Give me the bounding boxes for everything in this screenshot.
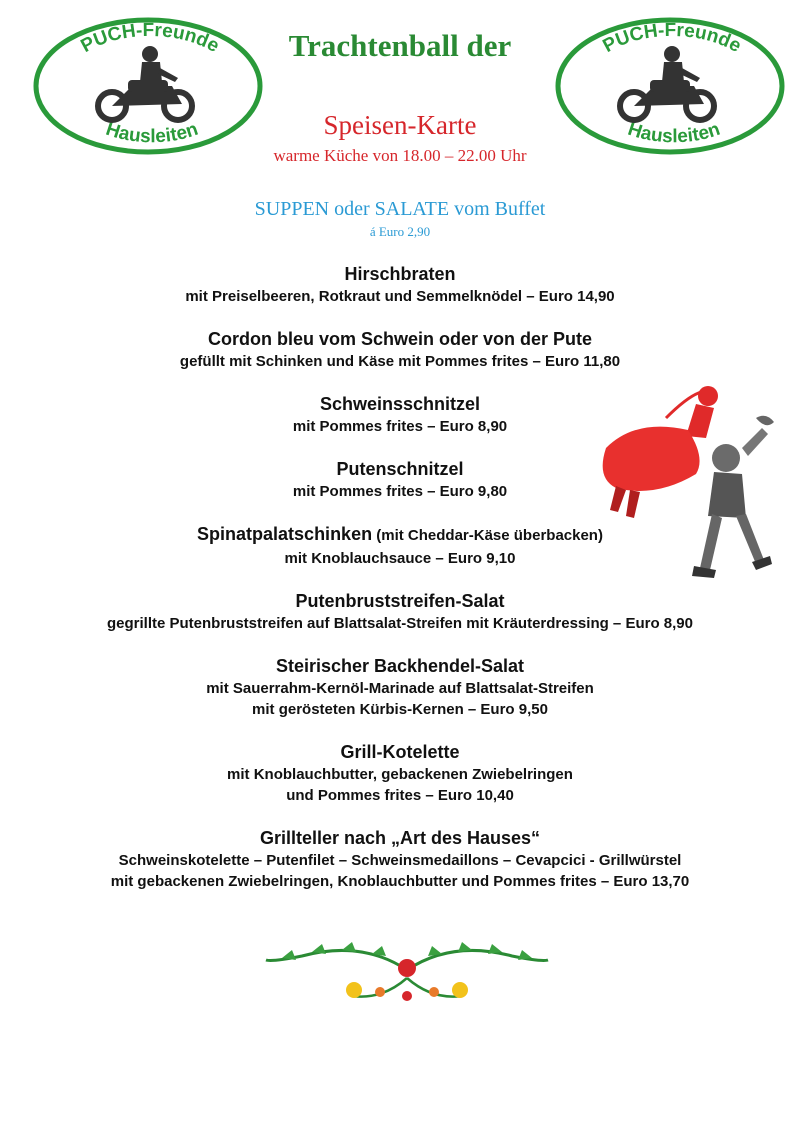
dish-name: Putenschnitzel: [336, 459, 464, 479]
dish-name: Spinatpalatschinken (mit Cheddar-Käse überbacken): [197, 524, 603, 544]
dish-note: (mit Cheddar-Käse überbacken): [372, 527, 603, 544]
dish-description: Schweinskotelette – Putenfilet – Schweinsmedaillons – Cevapcici - Grillwürstel: [118, 852, 682, 869]
logo-bottom-text: Hausleiten: [625, 118, 723, 148]
buffet-price: á Euro 2,90: [369, 224, 431, 239]
kitchen-hours: warme Küche von 18.00 – 22.00 Uhr: [273, 146, 527, 165]
dish-name: Hirschbraten: [344, 264, 456, 284]
dish-name: Steirischer Backhendel-Salat: [275, 656, 525, 676]
dish-name: Putenbruststreifen-Salat: [295, 591, 505, 611]
logo-bottom-text: Hausleiten: [103, 118, 201, 148]
dish-item: [0, 262, 800, 307]
dish-item: [0, 826, 800, 892]
dish-name: Grillteller nach „Art des Hauses“: [259, 828, 541, 848]
dish-description: mit gebackenen Zwiebelringen, Knoblauchbutter und Pommes frites – Euro 13,70: [110, 873, 690, 890]
dish-description: und Pommes frites – Euro 10,40: [286, 787, 514, 804]
dish-description: mit gerösteten Kürbis-Kernen – Euro 9,50: [252, 701, 548, 718]
dish-description: mit Knoblauchbutter, gebackenen Zwiebelringen: [227, 766, 573, 783]
logo-top-text: PUCH-Freunde: [599, 19, 745, 58]
dish-item: [0, 327, 800, 372]
dish-description: gegrillte Putenbruststreifen auf Blattsalat-Streifen mit Kräuterdressing – Euro 8,90: [107, 615, 693, 632]
dish-description: mit Pommes frites – Euro 9,80: [292, 483, 508, 500]
logo-top-text: PUCH-Freunde: [77, 19, 223, 58]
buffet-title: SUPPEN oder SALATE vom Buffet: [254, 198, 546, 220]
dish-name: Cordon bleu vom Schwein oder von der Pute: [207, 329, 593, 349]
dish-name: Schweinsschnitzel: [319, 394, 481, 414]
dish-item: [0, 740, 800, 806]
dish-description: mit Preiselbeeren, Rotkraut und Semmelknödel – Euro 14,90: [185, 288, 615, 305]
dish-description: mit Pommes frites – Euro 8,90: [292, 418, 508, 435]
dish-description: gefüllt mit Schinken und Käse mit Pommes frites – Euro 11,80: [179, 353, 621, 370]
page-title: Trachtenball der: [288, 28, 512, 63]
dancing-couple-illustration: [596, 378, 776, 606]
dish-name: Grill-Kotelette: [340, 742, 460, 762]
floral-ornament: [262, 940, 552, 1012]
menu-subtitle: Speisen-Karte: [323, 110, 477, 140]
dish-description: mit Knoblauchsauce – Euro 9,10: [284, 550, 516, 567]
dish-item: [0, 654, 800, 720]
dish-description: mit Sauerrahm-Kernöl-Marinade auf Blattsalat-Streifen: [206, 680, 594, 697]
